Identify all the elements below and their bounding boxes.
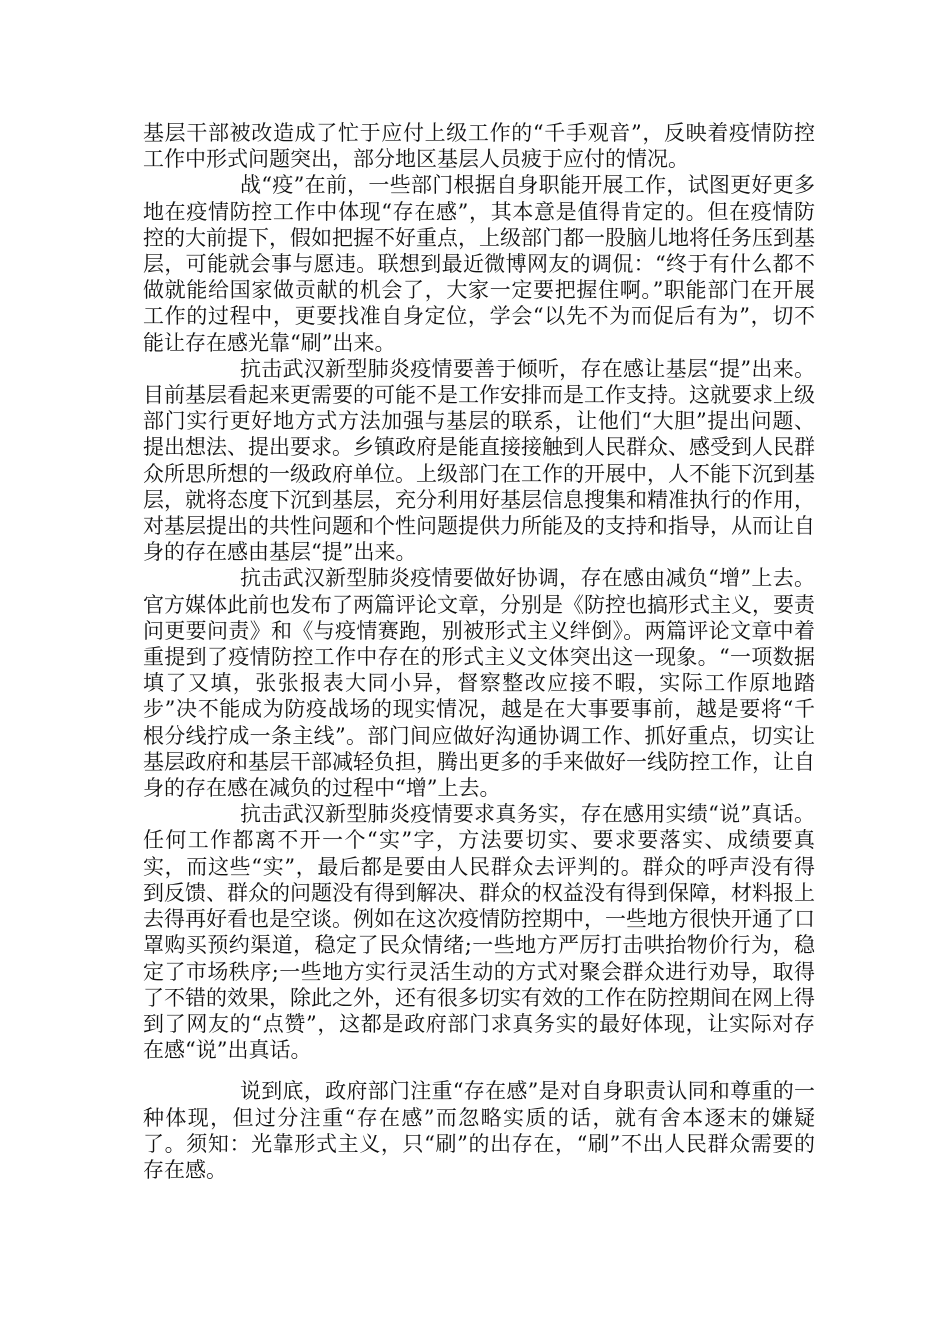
paragraph-3: 抗击武汉新型肺炎疫情要善于倾听，存在感让基层“提”出来。目前基层看起来更需要的可能不是工作安排而是工作支持。这就要求上级部门实行更好地方式方法加强与基层的联系，让他们“大胆”提出问题、提出想法、提出要求。乡镇政府是能直接接触到人民群众、感受到人民群众所思所想的一级政府单位。上级部门在工作的开展中，人不能下沉到基层，就将态度下沉到基层，充分利用好基层信息搜集和精准执行的作用，对基层提出的共性问题和个性问题提供力所能及的支持和指导，从而让自身的存在感由基层“提”出来。 (143, 356, 815, 565)
paragraph-1: 基层干部被改造成了忙于应付上级工作的“千手观音”，反映着疫情防控工作中形式问题突出，部分地区基层人员疲于应付的情况。 (143, 121, 815, 172)
article-body (143, 120, 815, 1183)
paragraph-5: 抗击武汉新型肺炎疫情要求真务实，存在感用实绩“说”真话。任何工作都离不开一个“实”字，方法要切实、要求要落实、成绩要真实，而这些“实”，最后都是要由人民群众去评判的。群众的呼声没有得到反馈、群众的问题没有得到解决、群众的权益没有得到保障，材料报上去得再好看也是空谈。例如在这次疫情防控期中，一些地方很快开通了口罩购买预约渠道，稳定了民众情绪;一些地方严厉打击哄抬物价行为，稳定了市场秩序;一些地方实行灵活生动的方式对聚会群众进行劝导，取得了不错的效果，除此之外，还有很多切实有效的工作在防控期间在网上得到了网友的“点赞”，这都是政府部门求真务实的最好体现，让实际对存在感“说”出真话。 (143, 802, 815, 1063)
paragraph-4: 抗击武汉新型肺炎疫情要做好协调，存在感由减负“增”上去。官方媒体此前也发布了两篇评论文章，分别是《防控也搞形式主义，要责问更要问责》和《与疫情赛跑，别被形式主义绊倒》。两篇评论文章中着重提到了疫情防控工作中存在的形式主义文体突出这一现象。“一项数据填了又填，张张报表大同小异，督察整改应接不暇，实际工作原地踏步”决不能成为防疫战场的现实情况，越是在大事要事前，越是要将“千根分线拧成一条主线”。部门间应做好沟通协调工作、抓好重点，切实让基层政府和基层干部减轻负担，腾出更多的手来做好一线防控工作，让自身的存在感在减负的过程中“增”上去。 (143, 566, 815, 801)
paragraph-2: 战“疫”在前，一些部门根据自身职能开展工作，试图更好更多地在疫情防控工作中体现“存在感”，其本意是值得肯定的。但在疫情防控的大前提下，假如把握不好重点，上级部门都一股脑儿地将任务压到基层，可能就会事与愿违。联想到最近微博网友的调侃：“终于有什么都不做就能给国家做贡献的机会了，大家一定要把握住啊。”职能部门在开展工作的过程中，更要找准自身定位，学会“以先不为而促后有为”，切不能让存在感光靠“刷”出来。 (143, 173, 815, 355)
paragraph-6: 说到底，政府部门注重“存在感”是对自身职责认同和尊重的一种体现，但过分注重“存在感”而忽略实质的话，就有舍本逐末的嫌疑了。须知：光靠形式主义，只“刷”的出存在，“刷”不出人民群众需要的存在感。 (143, 1079, 815, 1182)
